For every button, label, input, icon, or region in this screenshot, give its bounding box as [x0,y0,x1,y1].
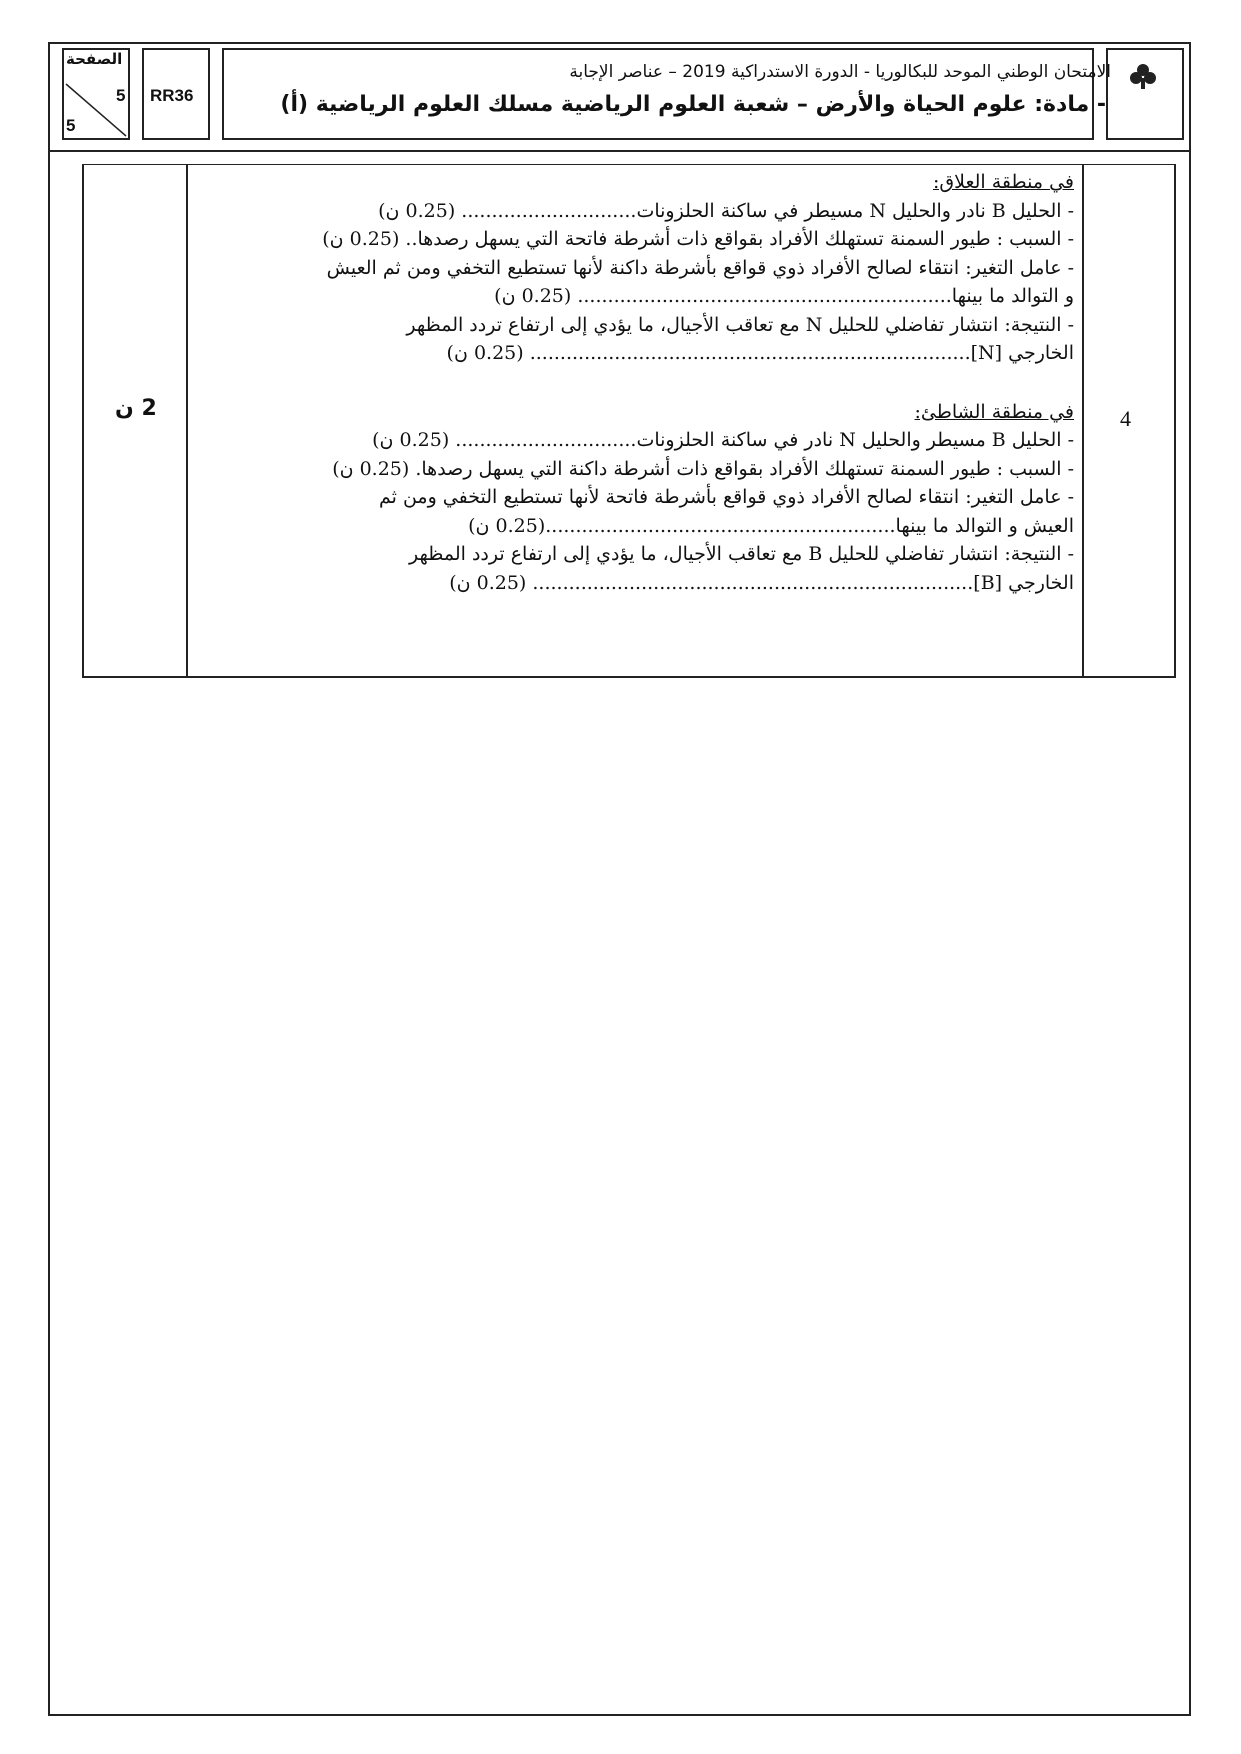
exam-code: RR36 [150,86,194,105]
zone1-line: الخارجي [N]......................................................................... (0.25 ن) [446,342,1074,364]
zone1-line: - النتيجة: انتشار تفاضلي للحليل N مع تعاقب الأجيال، ما يؤدي إلى ارتفاع تردد المظهر [406,313,1074,336]
zone2-line: - عامل التغير: انتقاء لصالح الأفراد ذوي قواقع بأشرطة فاتحة لأنها تستطيع التخفي ومن ثم [378,486,1074,508]
zone1-line: و التوالد ما بينها.............................................................. (0.25 ن) [494,285,1074,307]
zone2-line: العيش و التوالد ما بينها..........................................................(0.25 ن) [468,514,1074,537]
zone2-line: - الحليل B مسيطر والحليل N نادر في ساكنة الحلزونات.............................. (0.25 ن) [372,429,1074,451]
zone2-title: في منطقة الشاطئ: [914,400,1074,423]
zone1-title: في منطقة العلاق: [932,171,1074,193]
question-number: 4 [1120,406,1131,431]
question-score: 2 ن [115,396,157,421]
table-divider-question [1082,164,1084,678]
table-top-border [82,164,1176,165]
table-bottom-border [82,676,1176,678]
club-icon [1128,62,1158,92]
page-current: 5 [116,86,126,105]
header-separator [48,150,1191,152]
zone1-line: - عامل التغير: انتقاء لصالح الأفراد ذوي قواقع بأشرطة داكنة لأنها تستطيع التخفي ومن ثم العيش [326,256,1074,279]
zone2-line: - السبب : طيور السمنة تستهلك الأفراد بقواقع ذات أشرطة داكنة التي يسهل رصدها. (0.25 ن) [332,457,1074,480]
table-divider-score [186,164,188,678]
zone2-line: - النتيجة: انتشار تفاضلي للحليل B مع تعاقب الأجيال، ما يؤدي إلى ارتفاع تردد المظهر [409,543,1074,565]
page-label: الصفحة [66,50,123,68]
exam-title: الامتحان الوطني الموحد للبكالوريا - الدورة الاستدراكية 2019 – عناصر الإجابة [569,62,1111,82]
zone1-line: - السبب : طيور السمنة تستهلك الأفراد بقواقع ذات أشرطة فاتحة التي يسهل رصدها.. (0.25 ن) [322,228,1074,250]
zone-spacer [194,368,1074,398]
table-right-border [1174,164,1176,678]
page-total: 5 [66,116,76,135]
subject-title: - مادة: علوم الحياة والأرض – شعبة العلوم الرياضية مسلك العلوم الرياضية (أ) [280,92,1106,117]
table-left-border [82,164,84,678]
zone2-line: الخارجي [B]......................................................................... (0.25 ن) [449,571,1074,594]
zone1-line: - الحليل B نادر والحليل N مسيطر في ساكنة الحلزونات............................. (0.25 ن) [378,199,1074,222]
answer-content [194,168,1074,597]
